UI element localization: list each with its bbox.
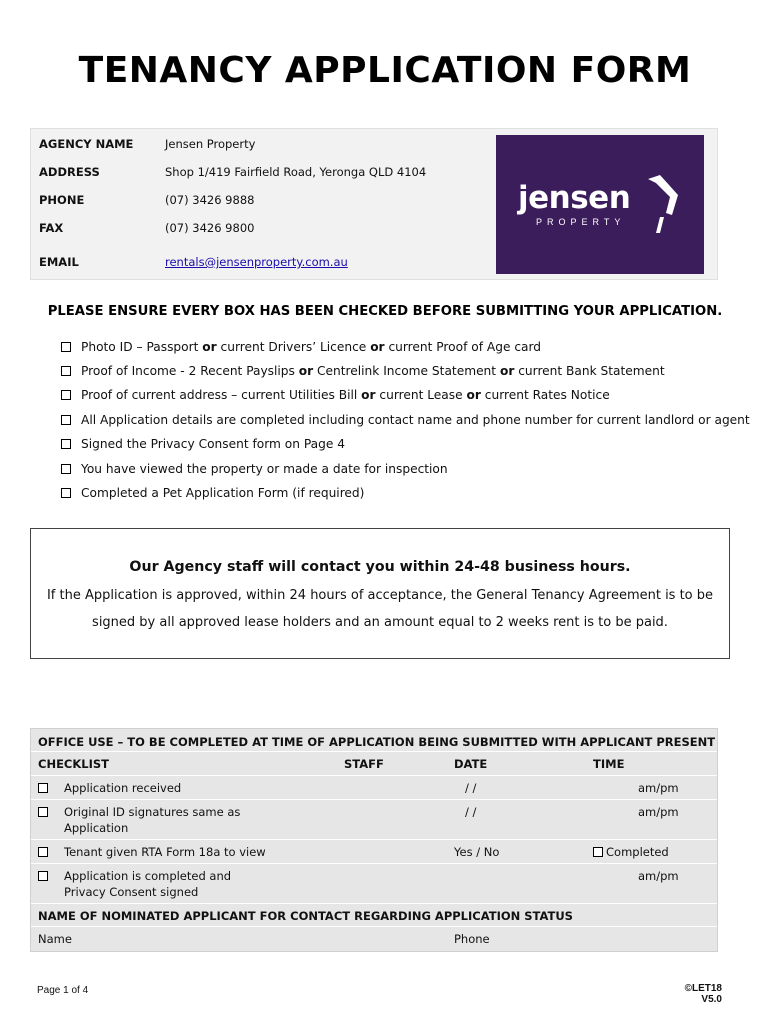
row-time: am/pm <box>638 781 679 795</box>
address-label: ADDRESS <box>39 165 100 179</box>
table-row <box>31 840 717 864</box>
copyright-code: ©LET18 <box>684 983 722 994</box>
form-title: TENANCY APPLICATION FORM <box>78 50 692 91</box>
row-label-2: Application <box>64 821 129 835</box>
email-link[interactable]: rentals@jensenproperty.com.au <box>165 255 348 269</box>
col-date: DATE <box>454 757 488 771</box>
office-header: OFFICE USE – TO BE COMPLETED AT TIME OF APPLICATION BEING SUBMITTED WITH APPLICANT PRESENT <box>38 735 716 749</box>
checkbox[interactable] <box>38 781 58 795</box>
address-value: Shop 1/419 Fairfield Road, Yeronga QLD 4104 <box>165 165 427 179</box>
row-label: Application received <box>64 781 182 795</box>
check-item-pet-application[interactable]: Completed a Pet Application Form (if required) <box>61 486 364 504</box>
name-phone-row <box>31 927 717 951</box>
row-date: Yes / No <box>454 845 500 859</box>
checkbox[interactable] <box>61 366 71 376</box>
checkbox[interactable] <box>38 805 58 819</box>
checkbox[interactable] <box>61 439 71 449</box>
version: V5.0 <box>701 994 722 1005</box>
agency-name-label: AGENCY NAME <box>39 137 134 151</box>
checkbox[interactable] <box>61 488 71 498</box>
row-date: / / <box>465 781 477 795</box>
col-staff: STAFF <box>344 757 384 771</box>
check-item-photo-id[interactable]: Photo ID – Passport or current Drivers’ Licence or current Proof of Age card <box>61 340 541 358</box>
contact-line-1: If the Application is approved, within 24 hours of acceptance, the General Tenancy Agreement is to be <box>46 588 714 603</box>
row-time: am/pm <box>638 805 679 819</box>
phone-label: Phone <box>454 932 490 946</box>
checkbox[interactable] <box>61 342 71 352</box>
row-label-2: Privacy Consent signed <box>64 885 199 899</box>
email-label: EMAIL <box>39 255 79 269</box>
completed-checkbox[interactable]: Completed <box>593 845 669 859</box>
table-row <box>31 776 717 800</box>
row-date: / / <box>465 805 477 819</box>
fax-value: (07) 3426 9800 <box>165 221 255 235</box>
check-item-proof-income[interactable]: Proof of Income - 2 Recent Payslips or Centrelink Income Statement or current Bank Statement <box>61 364 665 382</box>
contact-heading: Our Agency staff will contact you within 24-48 business hours. <box>129 559 631 575</box>
checkbox[interactable] <box>61 415 71 425</box>
logo-arrow-icon <box>646 173 682 233</box>
name-label: Name <box>38 932 72 946</box>
page-number: Page 1 of 4 <box>37 985 89 996</box>
checkbox[interactable] <box>61 390 71 400</box>
col-time: TIME <box>593 757 625 771</box>
check-item-application-details[interactable]: All Application details are completed including contact name and phone number for current landlord or agent <box>61 413 750 431</box>
checkbox[interactable] <box>38 869 58 883</box>
office-use-table <box>30 728 718 952</box>
checkbox[interactable] <box>61 464 71 474</box>
phone-value: (07) 3426 9888 <box>165 193 255 207</box>
fax-label: FAX <box>39 221 64 235</box>
logo-word: jensen <box>518 180 631 216</box>
table-row <box>31 800 717 840</box>
row-time: am/pm <box>638 869 679 883</box>
check-item-proof-address[interactable]: Proof of current address – current Utilities Bill or current Lease or current Rates Notice <box>61 388 610 406</box>
submission-notice: PLEASE ENSURE EVERY BOX HAS BEEN CHECKED BEFORE SUBMITTING YOUR APPLICATION. <box>47 304 723 319</box>
contact-line-2: signed by all approved lease holders and an amount equal to 2 weeks rent is to be paid. <box>92 615 668 630</box>
row-label: Tenant given RTA Form 18a to view <box>64 845 266 859</box>
check-item-privacy-consent[interactable]: Signed the Privacy Consent form on Page 4 <box>61 437 345 455</box>
office-header-row <box>31 729 717 752</box>
contact-info-box <box>30 528 730 659</box>
check-item-viewed-property[interactable]: You have viewed the property or made a date for inspection <box>61 462 448 480</box>
form-code <box>685 983 722 1005</box>
jensen-property-logo <box>496 135 704 274</box>
col-checklist: CHECKLIST <box>38 757 110 771</box>
row-label: Application is completed and <box>64 869 232 883</box>
nominated-heading: NAME OF NOMINATED APPLICANT FOR CONTACT REGARDING APPLICATION STATUS <box>38 909 573 923</box>
table-row <box>31 864 717 904</box>
logo-sub: PROPERTY <box>536 217 626 227</box>
office-columns-row <box>31 752 717 776</box>
nominated-row <box>31 904 717 927</box>
checkbox[interactable] <box>38 845 58 859</box>
row-label: Original ID signatures same as <box>64 805 241 819</box>
agency-name-value: Jensen Property <box>165 137 256 151</box>
phone-label: PHONE <box>39 193 85 207</box>
